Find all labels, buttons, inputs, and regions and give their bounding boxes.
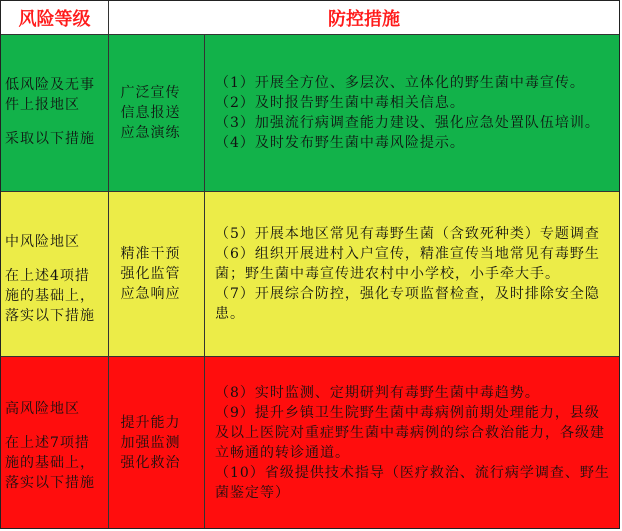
action-item: （7）开展综合防控，强化专项监督检查，及时排除安全隐患。 bbox=[215, 286, 600, 322]
level-note: 采取以下措施 bbox=[5, 131, 95, 147]
level-name: 中风险地区 bbox=[5, 234, 80, 250]
level-name: 高风险地区 bbox=[5, 401, 80, 417]
header-level: 风险等级 bbox=[1, 1, 109, 35]
level-note: 在上述7项措施的基础上，落实以下措施 bbox=[5, 435, 95, 491]
action-item: （3）加强流行病调查能力建设、强化应急处置队伍培训。 bbox=[215, 115, 600, 131]
action-item: （10）省级提供技术指导（医疗救治、流行病学调查、野生菌鉴定等） bbox=[215, 464, 610, 501]
actions-cell-high bbox=[205, 357, 619, 528]
level-note: 在上述4项措施的基础上，落实以下措施 bbox=[5, 268, 95, 324]
actions-cell-low bbox=[205, 35, 619, 192]
level-cell-medium bbox=[1, 192, 109, 357]
measure-cell-medium bbox=[109, 192, 205, 357]
level-cell-high bbox=[1, 357, 109, 528]
action-item: （2）及时报告野生菌中毒相关信息。 bbox=[215, 95, 465, 111]
action-item: （5）开展本地区常见有毒野生菌（含致死种类）专题调查 bbox=[215, 226, 600, 242]
level-cell-low bbox=[1, 35, 109, 192]
actions-cell-medium bbox=[205, 192, 619, 357]
level-name: 低风险及无事件上报地区 bbox=[5, 77, 95, 113]
header-measures: 防控措施 bbox=[109, 1, 619, 35]
measure-cell-high bbox=[109, 357, 205, 528]
measure-text: 精准干预强化监管应急响应 bbox=[120, 246, 181, 302]
measure-cell-low bbox=[109, 35, 205, 192]
action-item: （4）及时发布野生菌中毒风险提示。 bbox=[215, 135, 465, 151]
action-item: （6）组织开展进村入户宣传，精准宣传当地常见有毒野生菌；野生菌中毒宣传进农村中小学校，小手牵大手。 bbox=[215, 246, 600, 282]
action-item: （1）开展全方位、多层次、立体化的野生菌中毒宣传。 bbox=[215, 75, 585, 91]
action-item: （9）提升乡镇卫生院野生菌中毒病例前期处理能力，县级及以上医院对重症野生菌中毒病例的综合救治能力，各级建立畅通的转诊通道。 bbox=[215, 404, 605, 461]
action-item: （8）实时监测、定期研判有毒野生菌中毒趋势。 bbox=[215, 384, 540, 401]
measure-text: 广泛宣传信息报送应急演练 bbox=[120, 85, 181, 141]
measure-text: 提升能力加强监测强化救治 bbox=[120, 414, 181, 471]
